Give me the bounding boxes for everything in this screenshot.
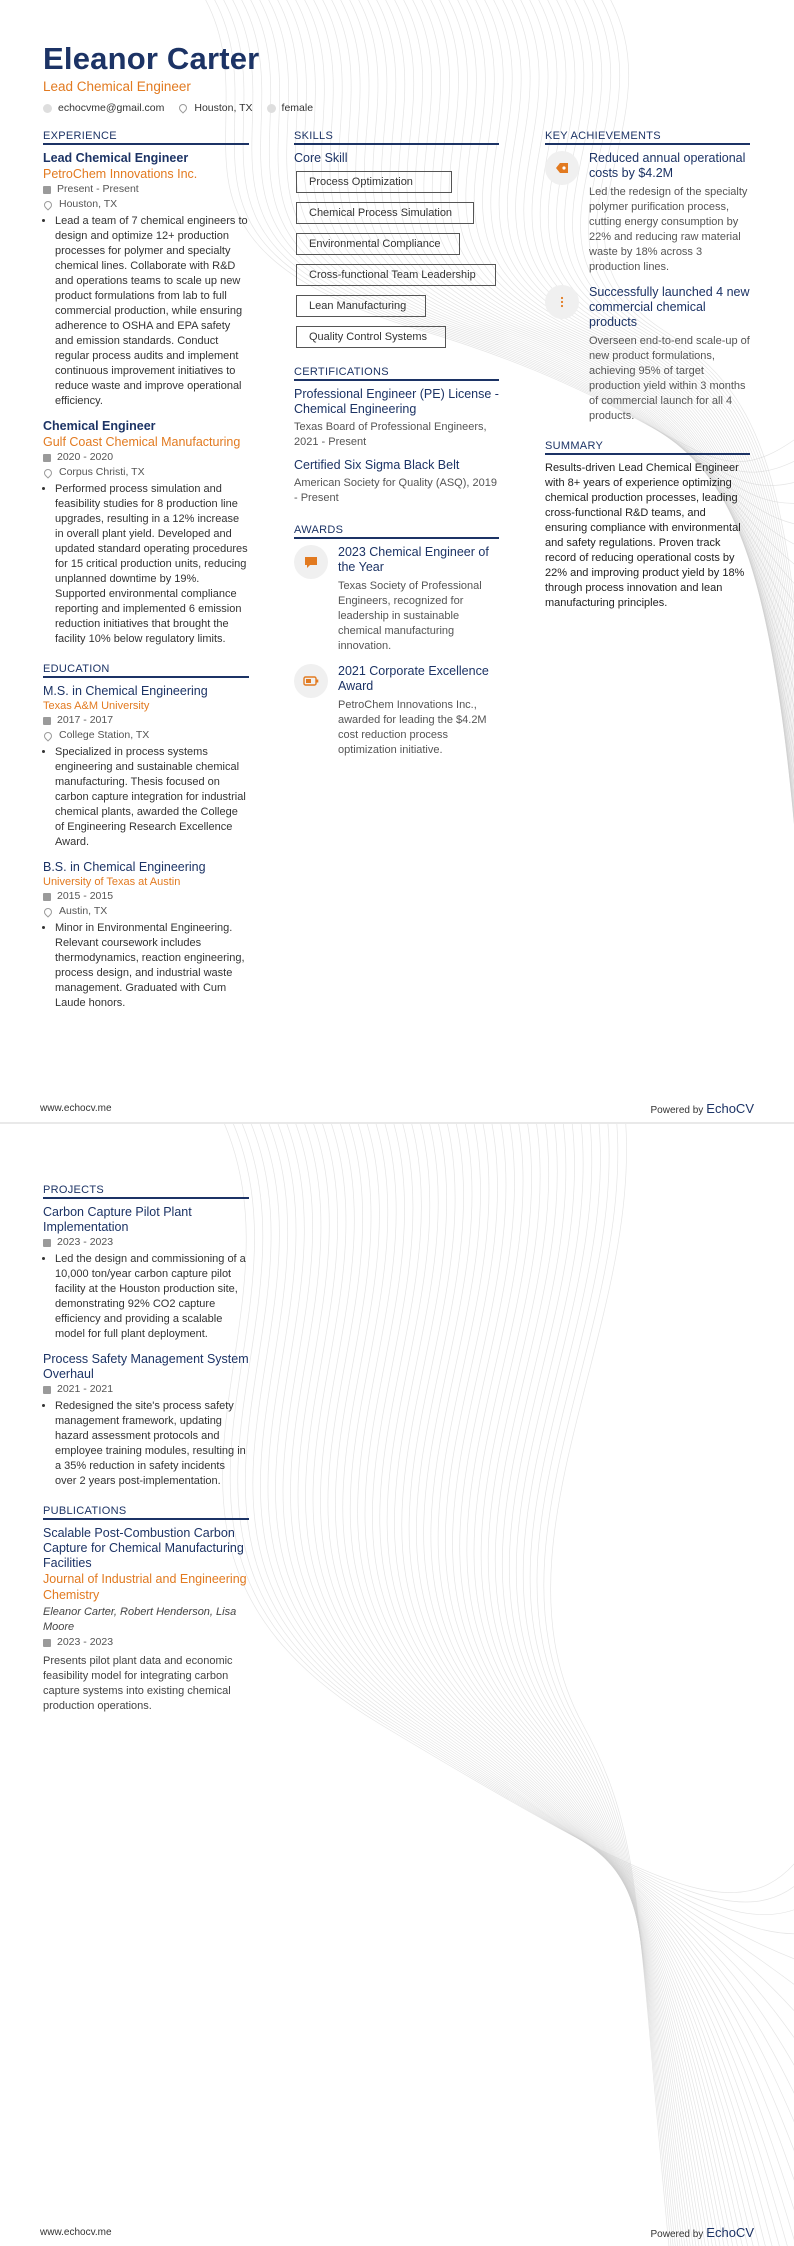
certification-item [294, 387, 499, 450]
background-wave-line [502, 1124, 794, 2246]
background-wave-line [305, 1124, 794, 2220]
background-wave-line [530, 1124, 794, 2246]
achievement-item [545, 285, 750, 424]
certification-issuer: Texas Board of Professional Engineers, 2021 - Present [294, 421, 487, 448]
background-wave-line [268, 1124, 794, 2040]
background-wave-line [416, 1124, 794, 2246]
calendar-icon [43, 1386, 51, 1394]
summary-text: Results-driven Lead Chemical Engineer with 8+ years of experience optimizing chemical production processes, leading cross-functional R&D teams, and ensuring compliance with environmental and safety regulations. Proven track record of reducing operational costs by 22% and improving product yield by 18% through process innovation and lean manufacturing principles. [545, 462, 745, 609]
project-name: Carbon Capture Pilot Plant Implementation [43, 1205, 192, 1234]
background-wave-line [516, 1124, 794, 2246]
background-wave-line [387, 1124, 794, 2246]
background-wave-line [523, 1124, 794, 2246]
background-wave-line [394, 1124, 794, 2246]
award-name: 2023 Chemical Engineer of the Year [338, 545, 489, 574]
publication-authors: Eleanor Carter, Robert Henderson, Lisa Moore [43, 1606, 237, 1633]
background-wave-line [253, 1124, 794, 1968]
background-wave-line [320, 1124, 794, 2246]
location-text: Houston, TX [194, 102, 253, 114]
background-wave-line [488, 1124, 794, 2246]
skills-heading: SKILLS [294, 130, 499, 145]
certification-issuer: American Society for Quality (ASQ), 2019 - Present [294, 477, 497, 504]
achievements-heading: KEY ACHIEVEMENTS [545, 130, 750, 145]
award-description: Texas Society of Professional Engineers, recognized for leadership in sustainable chemical manufacturing innovation. [338, 580, 482, 652]
achievement-description: Overseen end-to-end scale-up of new product formulations, achieving 95% of target production yield within 3 months of commercial launch for all 4 products. [589, 335, 750, 422]
background-wave-line [445, 1124, 794, 2246]
skill-tag: Environmental Compliance [296, 233, 460, 255]
publication-dates [43, 1635, 249, 1650]
background-wave-line [290, 1124, 794, 2148]
right-column [545, 130, 750, 611]
achievement-item [545, 151, 750, 275]
education-dates [43, 713, 249, 728]
background-wave-line [229, 1124, 794, 1902]
background-wave-line [481, 1124, 794, 2246]
award-item [294, 545, 499, 654]
project-dates [43, 1235, 249, 1250]
skill-tag: Chemical Process Simulation [296, 202, 474, 224]
publications-heading: PUBLICATIONS [43, 1505, 249, 1520]
award-description: PetroChem Innovations Inc., awarded for leading the $4.2M cost reduction process optimization initiative. [338, 699, 487, 756]
background-wave-line [313, 1124, 794, 2246]
project-item [43, 1205, 249, 1342]
contact-email[interactable] [43, 102, 164, 114]
person-icon [267, 104, 276, 113]
job-location [43, 197, 249, 212]
background-wave-line [350, 1124, 794, 2246]
background-wave-line [298, 1124, 794, 2184]
brand-logo[interactable]: EchoCV [706, 2225, 754, 2240]
summary-heading: SUMMARY [545, 440, 750, 455]
project-bullets [43, 1252, 249, 1342]
footer-site-link[interactable]: www.echocv.me [40, 2227, 112, 2238]
dates-text: 2020 - 2020 [57, 451, 114, 463]
calendar-icon [43, 454, 51, 462]
education-item [43, 860, 249, 1011]
background-wave-line [551, 1124, 794, 2246]
skills-group-title: Core Skill [294, 151, 348, 165]
job-bullet: • Lead a team of 7 chemical engineers to design and optimize 12+ production processes for polymer and specialty chemical lines. Collaborate with R&D and operations teams to scale up new product formulations from lab to full commercial production, while ensuring adherence to OSHA and EPA safety and emission standards. Conduct regular process audits and implement continuous improvement initiatives to reduce waste and improve operational efficiency. [55, 214, 249, 409]
job-location [43, 465, 249, 480]
location-icon [178, 102, 189, 113]
job-bullets [43, 214, 249, 409]
dates-text: 2021 - 2021 [57, 1383, 114, 1395]
background-wave-line [358, 1124, 794, 2246]
achievement-description: Led the redesign of the specialty polymer purification process, cutting energy consumption by 22% and reducing raw material waste by 18% across 3 production lines. [589, 186, 748, 273]
powered-text: Powered by [650, 2229, 704, 2240]
degree-name: B.S. in Chemical Engineering [43, 860, 206, 874]
background-wave-line [460, 1124, 794, 2246]
resume-page-2 [0, 1124, 794, 2246]
background-wave-line [372, 1124, 794, 2246]
education-bullets [43, 745, 249, 850]
project-item [43, 1352, 249, 1489]
location-text: Houston, TX [59, 198, 118, 210]
calendar-icon [43, 1639, 51, 1647]
experience-heading: EXPERIENCE [43, 130, 249, 145]
dates-text: Present - Present [57, 183, 139, 195]
contact-gender [267, 102, 314, 114]
background-wave-line [424, 1124, 794, 2246]
dots-vertical-icon [545, 285, 579, 319]
skill-tag: Process Optimization [296, 171, 452, 193]
calendar-icon [43, 893, 51, 901]
degree-name: M.S. in Chemical Engineering [43, 684, 208, 698]
skill-tag: Cross-functional Team Leadership [296, 264, 496, 286]
dates-text: 2015 - 2015 [57, 890, 114, 902]
background-wave-line [328, 1124, 794, 2246]
background-wave-line [537, 1124, 794, 2246]
dates-text: 2023 - 2023 [57, 1236, 114, 1248]
location-icon [42, 906, 53, 917]
location-text: College Station, TX [59, 729, 150, 741]
background-wave-line [335, 1124, 794, 2246]
page-footer [40, 1101, 754, 1116]
certification-name: Certified Six Sigma Black Belt [294, 458, 460, 472]
job-title: Chemical Engineer [43, 419, 156, 433]
education-location [43, 728, 249, 743]
page-footer [40, 2225, 754, 2240]
email-text: echocvme@gmail.com [58, 102, 165, 114]
school-name: University of Texas at Austin [43, 876, 181, 888]
contact-row [43, 102, 313, 114]
background-wave-line [245, 1124, 794, 1934]
education-bullets [43, 921, 249, 1011]
dates-text: 2017 - 2017 [57, 714, 114, 726]
chat-bubble-icon [294, 545, 328, 579]
job-bullet: • Performed process simulation and feasibility studies for 8 production line upgrades, resulting in a 12% increase in overall plant yield. Developed and updated standard operating procedures for 15 critical production units, reducing unplanned downtime by 19%. Supported environmental compliance reporting and implemented 6 emission reduction initiatives that brought the facility 10% below regulatory limits. [55, 482, 249, 647]
education-item [43, 684, 249, 850]
award-item [294, 664, 499, 758]
education-bullet: • Minor in Environmental Engineering. Relevant coursework includes thermodynamics, reaction engineering, process design, and industrial waste management. Graduated with Cum Laude honors. [55, 921, 249, 1011]
job-title: Lead Chemical Engineer [43, 151, 189, 165]
skills-list [294, 171, 499, 348]
footer-site-link[interactable]: www.echocv.me [40, 1103, 112, 1114]
background-wave-line [283, 1124, 794, 2112]
education-dates [43, 889, 249, 904]
background-wave-line [343, 1124, 794, 2246]
background-wave-line [275, 1124, 794, 2076]
job-dates [43, 182, 249, 197]
candidate-name: Eleanor Carter [43, 41, 260, 76]
location-icon [42, 730, 53, 741]
publication-journal: Journal of Industrial and Engineering Chemistry [43, 1572, 247, 1602]
location-icon [42, 199, 53, 210]
calendar-icon [43, 1239, 51, 1247]
contact-location [178, 102, 252, 114]
battery-icon [294, 664, 328, 698]
project-dates [43, 1382, 249, 1397]
project-bullet: • Led the design and commissioning of a 10,000 ton/year carbon capture pilot facility at the Houston production site, demonstrating 92% CO2 capture efficiency and providing a scalable model for full plant deployment. [55, 1252, 249, 1342]
tag-icon [545, 151, 579, 185]
skill-tag: Quality Control Systems [296, 326, 446, 348]
background-wave-line [467, 1124, 794, 2246]
education-location [43, 904, 249, 919]
job-dates [43, 450, 249, 465]
background-wave-line [438, 1124, 794, 2246]
background-wave-line [474, 1124, 794, 2246]
background-wave-line [431, 1124, 794, 2246]
company-name: Gulf Coast Chemical Manufacturing [43, 435, 241, 449]
email-icon [43, 104, 52, 113]
certification-name: Professional Engineer (PE) License - Chemical Engineering [294, 387, 499, 416]
project-name: Process Safety Management System Overhaul [43, 1352, 249, 1381]
awards-heading: AWARDS [294, 524, 499, 539]
background-wave-line [409, 1124, 794, 2246]
background-wave-line [544, 1124, 794, 2246]
left-column [43, 1184, 249, 1724]
footer-powered [650, 1101, 754, 1116]
location-text: Corpus Christi, TX [59, 466, 145, 478]
certification-item [294, 458, 499, 506]
projects-heading: PROJECTS [43, 1184, 249, 1199]
left-column [43, 130, 249, 1021]
company-name: PetroChem Innovations Inc. [43, 167, 198, 181]
achievement-title: Successfully launched 4 new commercial chemical products [589, 285, 750, 329]
background-wave-line [220, 1124, 794, 1893]
education-bullet: • Specialized in process systems engineering and sustainable chemical manufacturing. Thesis focused on carbon capture integration for industrial chemical plants, awarded the College of Engineering Research Excellence Award. [55, 745, 249, 850]
award-name: 2021 Corporate Excellence Award [338, 664, 489, 693]
background-wave-line [238, 1124, 794, 1915]
background-wave-line [453, 1124, 794, 2246]
background-wave-line [365, 1124, 794, 2246]
background-wave-line [260, 1124, 794, 2004]
calendar-icon [43, 717, 51, 725]
job-bullets [43, 482, 249, 647]
location-icon [42, 467, 53, 478]
background-wave-line [380, 1124, 794, 2246]
resume-header [43, 42, 313, 114]
dates-text: 2023 - 2023 [57, 1636, 114, 1648]
project-bullet: • Redesigned the site's process safety management framework, updating hazard assessment protocols and employee training modules, resulting in a 35% reduction in safety incidents over 2 years post-implementation. [55, 1399, 249, 1489]
skill-tag: Lean Manufacturing [296, 295, 426, 317]
candidate-title: Lead Chemical Engineer [43, 79, 191, 94]
certifications-heading: CERTIFICATIONS [294, 366, 499, 381]
experience-item [43, 151, 249, 409]
experience-item [43, 419, 249, 647]
achievement-title: Reduced annual operational costs by $4.2M [589, 151, 746, 180]
education-heading: EDUCATION [43, 663, 249, 678]
project-bullets [43, 1399, 249, 1489]
publication-title: Scalable Post-Combustion Carbon Capture for Chemical Manufacturing Facilities [43, 1526, 244, 1570]
publication-item [43, 1526, 249, 1714]
brand-logo[interactable]: EchoCV [706, 1101, 754, 1116]
school-name: Texas A&M University [43, 700, 150, 712]
footer-powered [650, 2225, 754, 2240]
middle-column [294, 130, 499, 768]
location-text: Austin, TX [59, 905, 108, 917]
resume-page-1 [0, 0, 794, 1122]
calendar-icon [43, 186, 51, 194]
publication-description: Presents pilot plant data and economic feasibility model for integrating carbon capture systems into existing chemical production operations. [43, 1655, 233, 1712]
powered-text: Powered by [650, 1105, 704, 1116]
gender-text: female [281, 102, 314, 114]
background-wave-line [495, 1124, 794, 2246]
background-wave-line [402, 1124, 794, 2246]
background-wave-line [509, 1124, 794, 2246]
